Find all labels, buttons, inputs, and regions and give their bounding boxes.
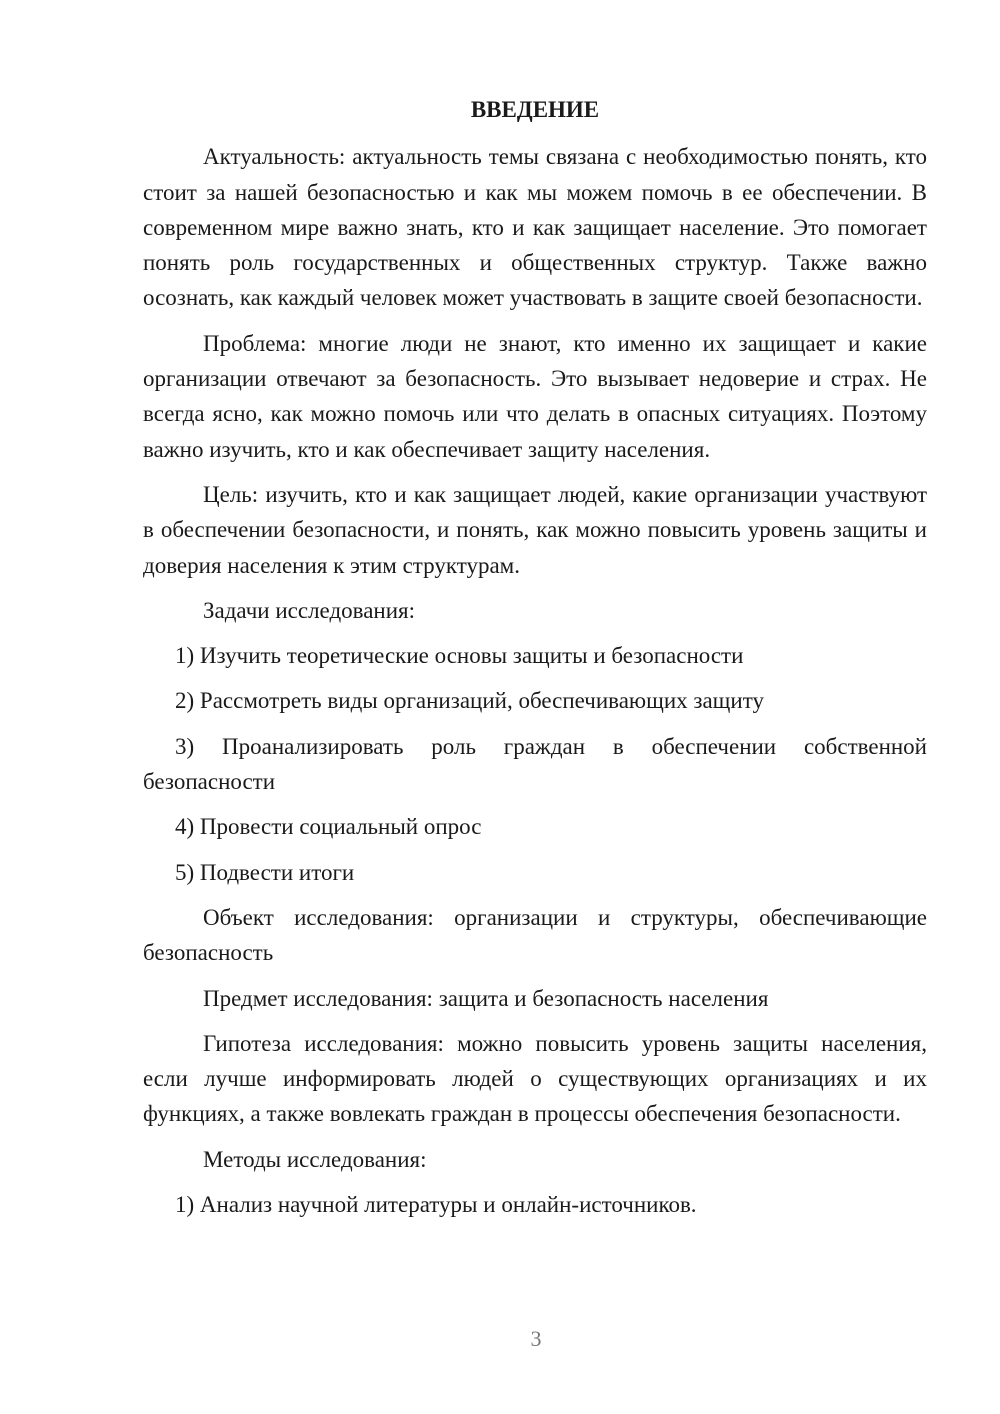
section-title: ВВЕДЕНИЕ — [470, 97, 600, 122]
task-item: 1) Изучить теоретические основы защиты и безопасности — [175, 643, 744, 669]
task-item: 5) Подвести итоги — [175, 859, 355, 885]
page-number: 3 — [530, 1326, 542, 1351]
method-item: 1) Анализ научной литературы и онлайн-источников. — [175, 1192, 697, 1218]
problem-paragraph: Проблема: многие люди не знают, кто именно их защищает и какие организации отвечают за безопасность. Это вызывает недоверие и страх. Не всегда ясно, как можно помочь или что делать в опасных ситуациях. Поэтому важно изучить, кто и как обеспечивает защиту населения. — [143, 330, 927, 462]
hypothesis-paragraph: Гипотеза исследования: можно повысить уровень защиты населения, если лучше информировать людей о существующих организациях и их функциях, а также вовлекать граждан в процессы обеспечения безопасности. — [143, 1030, 927, 1127]
methods-heading: Методы исследования: — [203, 1146, 427, 1172]
tasks-heading: Задачи исследования: — [203, 597, 416, 623]
task-item: 3) Проанализировать роль граждан в обеспечении собственной безопасности — [143, 733, 927, 795]
object-paragraph: Объект исследования: организации и структуры, обеспечивающие безопасность — [143, 904, 927, 966]
page-content — [143, 92, 927, 1232]
relevance-paragraph: Актуальность: актуальность темы связана с необходимостью понять, кто стоит за нашей безопасностью и как мы можем помочь в ее обеспечении. В современном мире важно знать, кто и как защищает население. Это помогает понять роль государственных и общественных структур. Также важно осознать, как каждый человек может участвовать в защите своей безопасности. — [143, 144, 927, 311]
goal-paragraph: Цель: изучить, кто и как защищает людей, какие организации участвуют в обеспечении безопасности, и понять, как можно повысить уровень защиты и доверия населения к этим структурам. — [143, 481, 927, 578]
task-item: 2) Рассмотреть виды организаций, обеспечивающих защиту — [175, 688, 764, 714]
task-item: 4) Провести социальный опрос — [175, 814, 482, 840]
subject-paragraph: Предмет исследования: защита и безопасность населения — [203, 985, 769, 1011]
